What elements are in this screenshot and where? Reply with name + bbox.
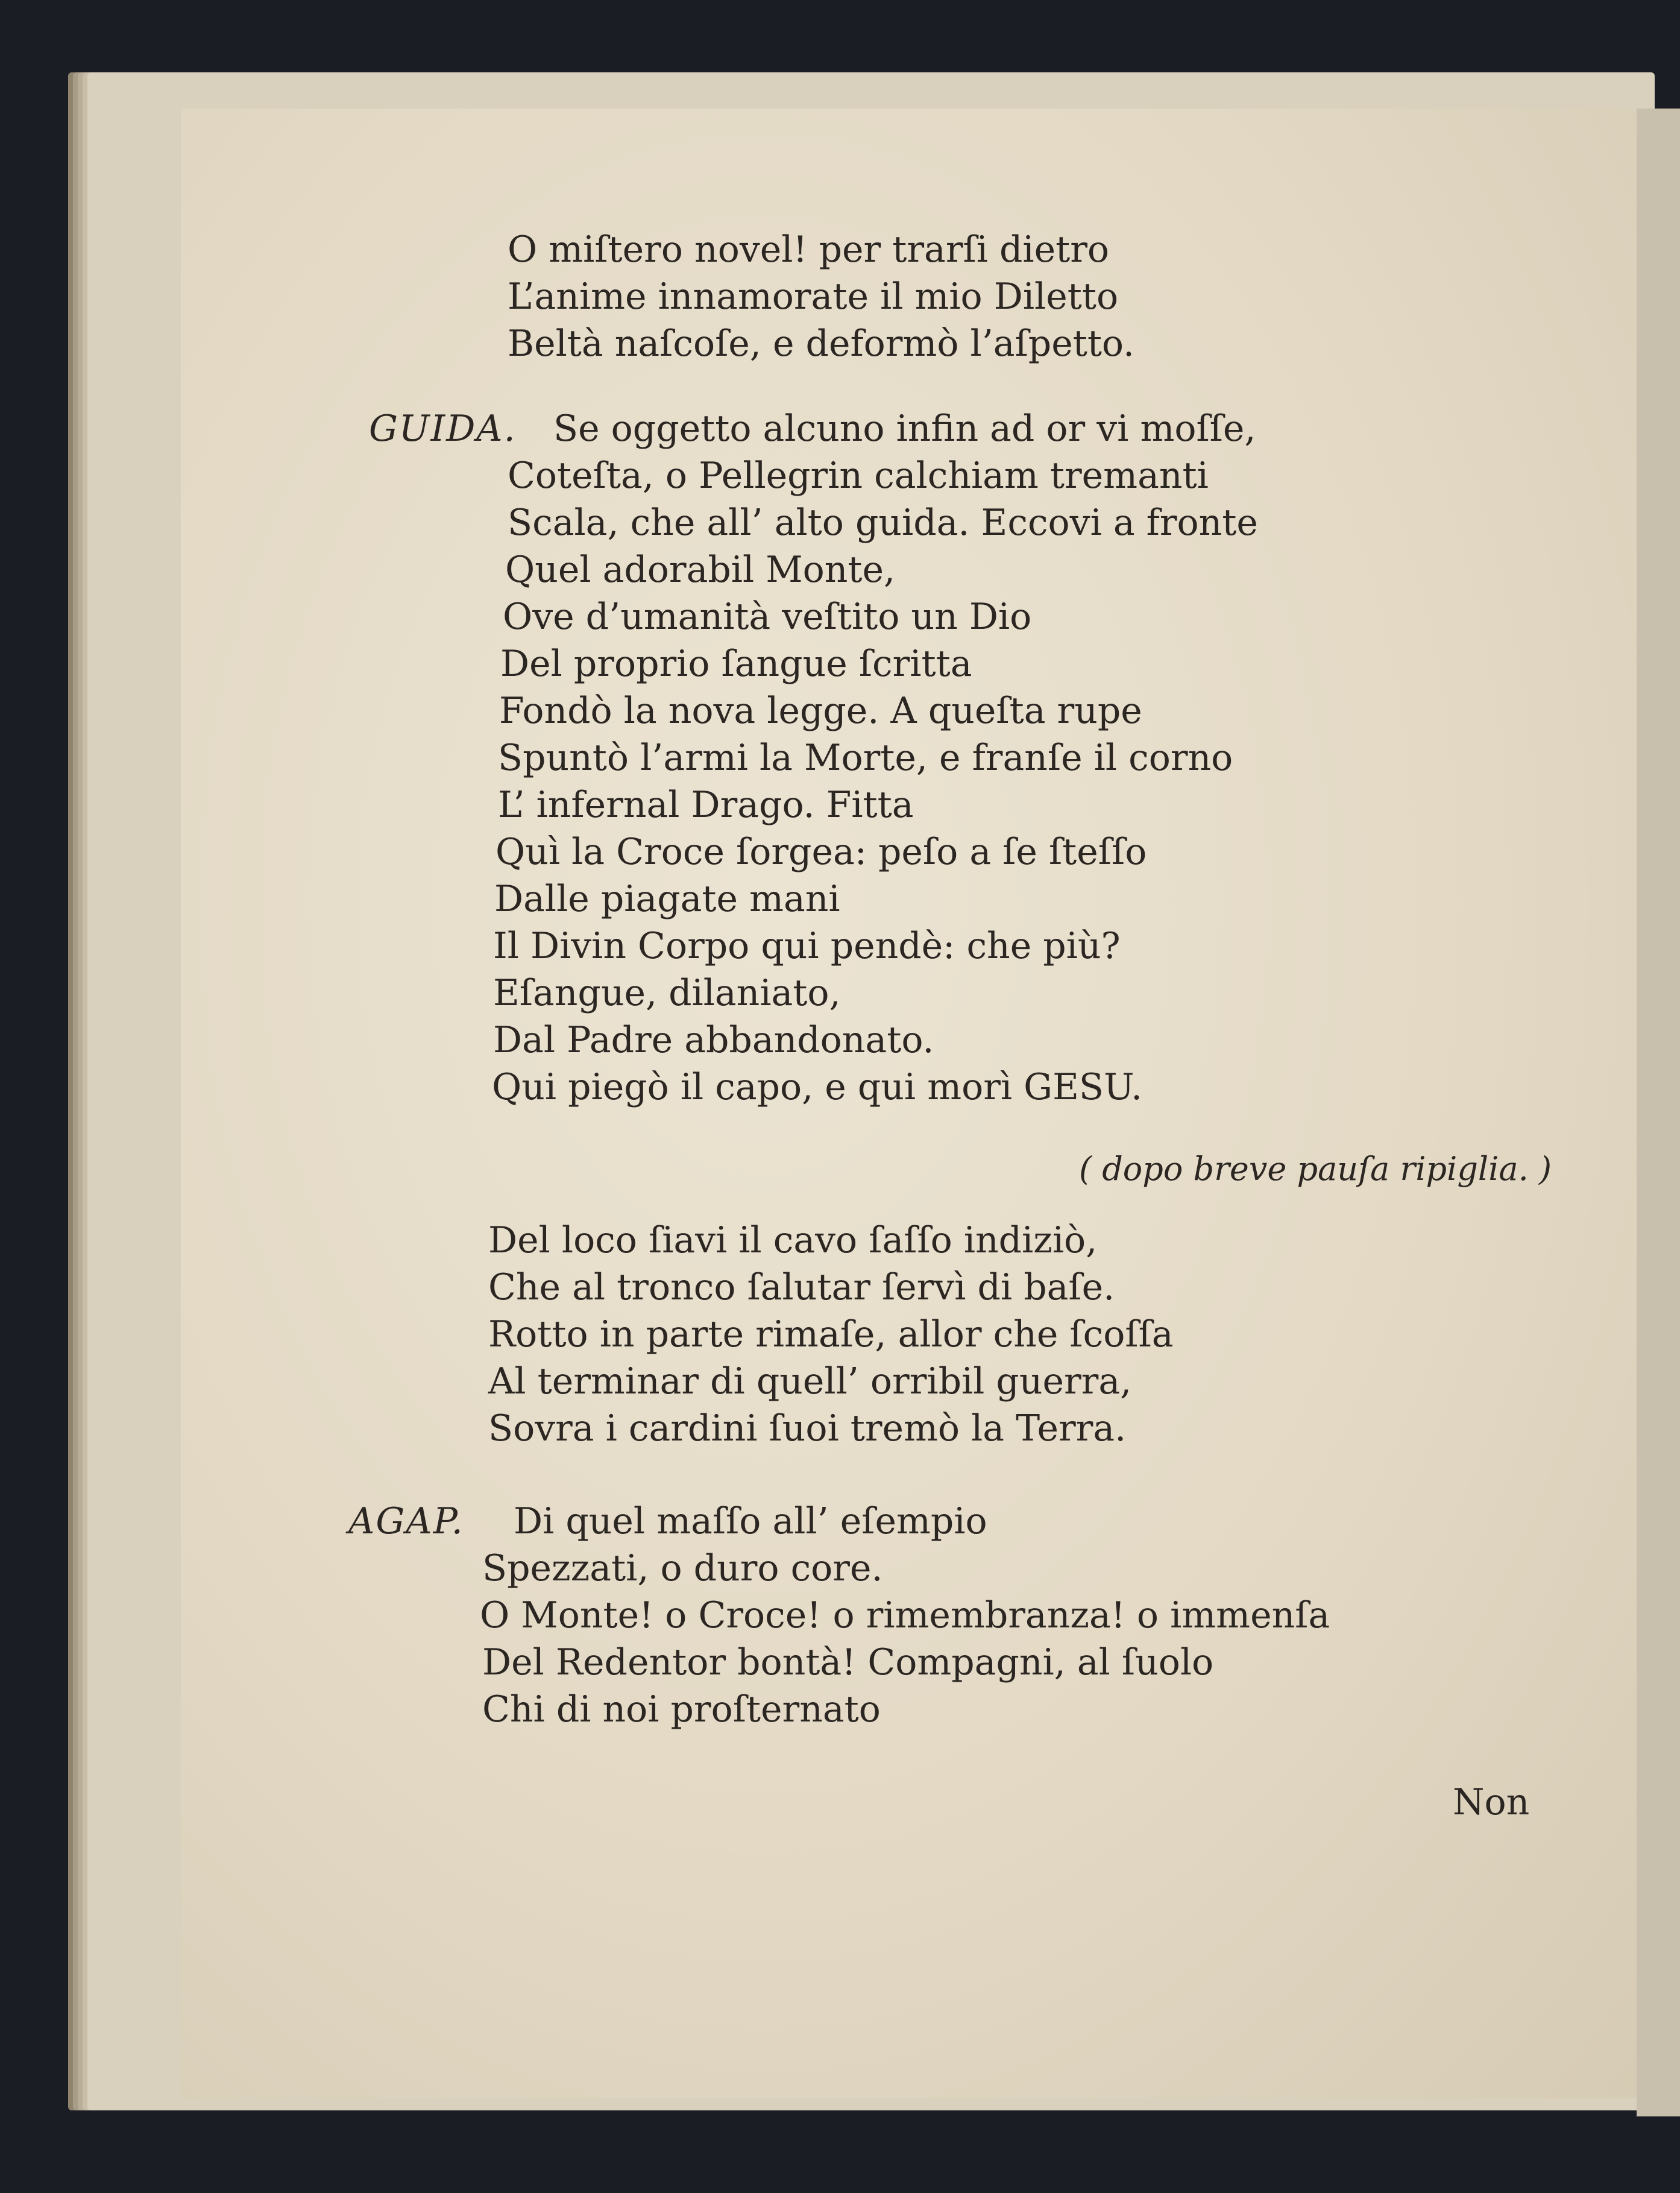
verse-line: Del Redentor bontà! Compagni, al ſuolo bbox=[482, 1641, 1214, 1683]
verse-line: Del proprio ſangue ſcritta bbox=[500, 643, 972, 685]
verse-line: Dal Padre abbandonato. bbox=[493, 1019, 934, 1061]
verse-line: Beltà naſcoſe, e deformò l’aſpetto. bbox=[508, 323, 1135, 365]
verse-line: Coteſta, o Pellegrin calchiam tremanti bbox=[508, 455, 1209, 497]
speaker-label-guida: GUIDA. bbox=[369, 408, 517, 450]
speaker-label-agap: AGAP. bbox=[348, 1500, 464, 1542]
verse-line: Scala, che all’ alto guida. Eccovi a fronte bbox=[508, 502, 1258, 544]
verse-line: Qui piegò il capo, e qui morì GESU. bbox=[492, 1066, 1143, 1108]
verse-line: Del loco ſiavi il cavo ſaſſo indiziò, bbox=[488, 1219, 1098, 1261]
verse-line: Ove d’umanità veſtito un Dio bbox=[503, 596, 1032, 638]
verse-line: Chi di noi proſternato bbox=[482, 1688, 881, 1731]
verse-line: Sovra i cardini ſuoi tremò la Terra. bbox=[488, 1407, 1127, 1450]
verse-line: O Monte! o Croce! o rimembranza! o immenſa bbox=[480, 1594, 1330, 1636]
verse-line: Il Divin Corpo qui pendè: che più? bbox=[493, 925, 1121, 967]
verse-line: L’anime innamorate il mio Diletto bbox=[508, 276, 1119, 318]
verse-line: Dalle piagate mani bbox=[494, 878, 840, 920]
verse-line: Rotto in parte rimaſe, allor che ſcoſſa bbox=[488, 1313, 1174, 1355]
verse-line: Spezzati, o duro core. bbox=[482, 1547, 883, 1589]
verse-line: Di quel maſſo all’ eſempio bbox=[514, 1500, 987, 1542]
stage-direction: ( dopo breve pauſa ripiglia. ) bbox=[1079, 1150, 1552, 1188]
verse-line: Spuntò l’armi la Morte, e franſe il corno bbox=[498, 737, 1233, 779]
verse-line: Eſangue, dilaniato, bbox=[493, 972, 841, 1014]
verse-line: Quel adorabil Monte, bbox=[505, 549, 896, 591]
verse-line: Fondò la nova legge. A queſta rupe bbox=[499, 690, 1142, 732]
facing-page-edge bbox=[1637, 109, 1680, 2116]
verse-line: O miſtero novel! per trarſi dietro bbox=[508, 229, 1109, 271]
verse-line: Se oggetto alcuno infin ad or vi moſſe, bbox=[553, 408, 1256, 450]
catchword: Non bbox=[1453, 1781, 1530, 1823]
verse-line: L’ infernal Drago. Fitta bbox=[498, 784, 914, 826]
verse-line: Che al tronco ſalutar ſervì di baſe. bbox=[488, 1266, 1115, 1308]
verse-line: Quì la Croce ſorgea: peſo a ſe ſteſſo bbox=[496, 831, 1147, 873]
verse-line: Al terminar di quell’ orribil guerra, bbox=[488, 1360, 1132, 1403]
